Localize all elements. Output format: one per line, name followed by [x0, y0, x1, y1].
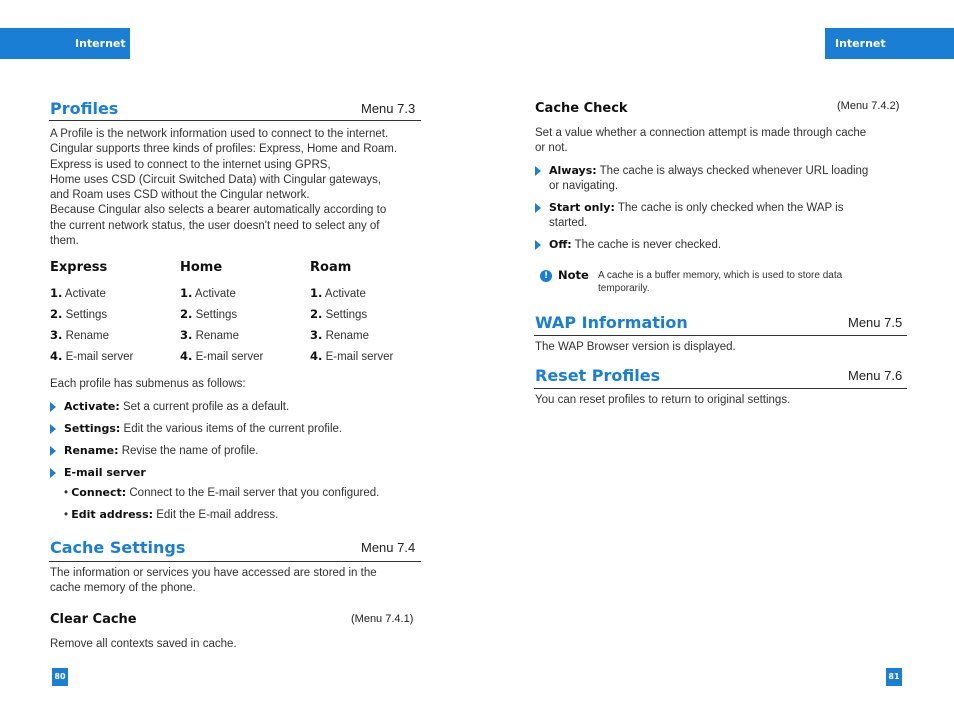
home-item-email: 4. E-mail server — [180, 349, 264, 363]
roam-item-activate: 1. Activate — [310, 286, 366, 300]
column-head-home: Home — [180, 260, 223, 275]
reset-profiles-title: Reset Profiles — [535, 366, 661, 385]
cache-check-menu-ref: (Menu 7.4.2) — [837, 100, 900, 112]
submenus-intro: Each profile has submenus as follows: — [50, 378, 246, 390]
submenu-rename: Rename: Revise the name of profile. — [50, 443, 430, 459]
profiles-paragraph-line: Because Cingular also selects a bearer automatically according to — [50, 204, 387, 217]
home-item-activate: 1. Activate — [180, 286, 236, 300]
profiles-paragraph-line: the current network status, the user doesn't need to select any of — [50, 219, 380, 232]
arrow-right-icon — [50, 424, 56, 434]
cache-settings-title: Cache Settings — [50, 538, 186, 557]
note-exclamation-icon: ! — [540, 270, 552, 282]
reset-profiles-text: You can reset profiles to return to original settings. — [535, 394, 791, 406]
profiles-paragraph-line: and Roam uses CSD without the Cingular network. — [50, 189, 310, 202]
cache-settings-line: cache memory of the phone. — [50, 582, 196, 595]
clear-cache-title: Clear Cache — [50, 612, 137, 627]
column-head-express: Express — [50, 260, 108, 275]
column-head-roam: Roam — [310, 260, 352, 275]
email-connect-item: • Connect: Connect to the E-mail server that you configured. — [64, 486, 380, 499]
express-item-rename: 3. Rename — [50, 328, 110, 342]
option-start-only: Start only: The cache is only checked when the WAP is started. — [535, 200, 907, 232]
page-number-left: 80 — [52, 668, 68, 686]
arrow-right-icon — [50, 446, 56, 456]
cache-check-title: Cache Check — [535, 101, 628, 116]
roam-item-email: 4. E-mail server — [310, 349, 394, 363]
note-label: Note — [558, 268, 589, 282]
express-item-activate: 1. Activate — [50, 286, 106, 300]
roam-item-rename: 3. Rename — [310, 328, 370, 342]
reset-profiles-menu-ref: Menu 7.6 — [848, 368, 903, 383]
wap-information-text: The WAP Browser version is displayed. — [535, 341, 736, 353]
page-number-right: 81 — [886, 668, 902, 686]
submenu-activate: Activate: Set a current profile as a default. — [50, 399, 430, 415]
arrow-right-icon — [50, 468, 56, 478]
wap-information-rule — [534, 335, 907, 336]
profiles-rule — [49, 120, 421, 121]
header-tab-left: Internet — [0, 28, 130, 59]
cache-check-line: or not. — [535, 142, 568, 155]
home-item-settings: 2. Settings — [180, 307, 238, 321]
profiles-paragraph-line: Cingular supports three kinds of profiles: Express, Home and Roam. — [50, 143, 398, 156]
cache-settings-line: The information or services you have accessed are stored in the — [50, 567, 377, 579]
home-item-rename: 3. Rename — [180, 328, 240, 342]
cache-check-paragraph — [535, 126, 910, 157]
roam-item-settings: 2. Settings — [310, 307, 368, 321]
profiles-menu-ref: Menu 7.3 — [361, 101, 416, 116]
clear-cache-text: Remove all contexts saved in cache. — [50, 638, 237, 650]
note-line: A cache is a buffer memory, which is used to store data — [598, 270, 843, 281]
cache-settings-rule — [49, 561, 421, 562]
clear-cache-menu-ref: (Menu 7.4.1) — [351, 613, 414, 625]
profiles-paragraph-line: Home uses CSD (Circuit Switched Data) with Cingular gateways, — [50, 173, 382, 186]
arrow-right-icon — [535, 166, 541, 176]
profiles-title: Profiles — [50, 99, 119, 118]
option-off: Off: The cache is never checked. — [535, 237, 907, 253]
profiles-paragraph-line: them. — [50, 235, 79, 248]
option-always: Always: The cache is always checked whenever URL loading or navigating. — [535, 163, 907, 195]
wap-information-title: WAP Information — [535, 313, 688, 332]
profiles-paragraph-line: A Profile is the network information used to connect to the internet. — [50, 128, 389, 140]
arrow-right-icon — [535, 240, 541, 250]
header-tab-right: Internet — [825, 28, 954, 59]
submenu-settings: Settings: Edit the various items of the current profile. — [50, 421, 430, 437]
profiles-paragraph — [50, 127, 430, 249]
cache-check-line: Set a value whether a connection attempt is made through cache — [535, 127, 867, 139]
profiles-paragraph-line: Express is used to connect to the internet using GPRS, — [50, 158, 331, 171]
cache-settings-paragraph — [50, 566, 430, 597]
cache-settings-menu-ref: Menu 7.4 — [361, 540, 416, 555]
arrow-right-icon — [535, 203, 541, 213]
note-line: temporarily. — [598, 282, 650, 294]
express-item-settings: 2. Settings — [50, 307, 108, 321]
express-item-email: 4. E-mail server — [50, 349, 134, 363]
reset-profiles-rule — [534, 388, 907, 389]
email-edit-address-item: • Edit address: Edit the E-mail address. — [64, 508, 279, 521]
wap-information-menu-ref: Menu 7.5 — [848, 315, 903, 330]
arrow-right-icon — [50, 402, 56, 412]
note-text — [598, 270, 898, 295]
submenu-email-server: E-mail server — [50, 465, 430, 481]
